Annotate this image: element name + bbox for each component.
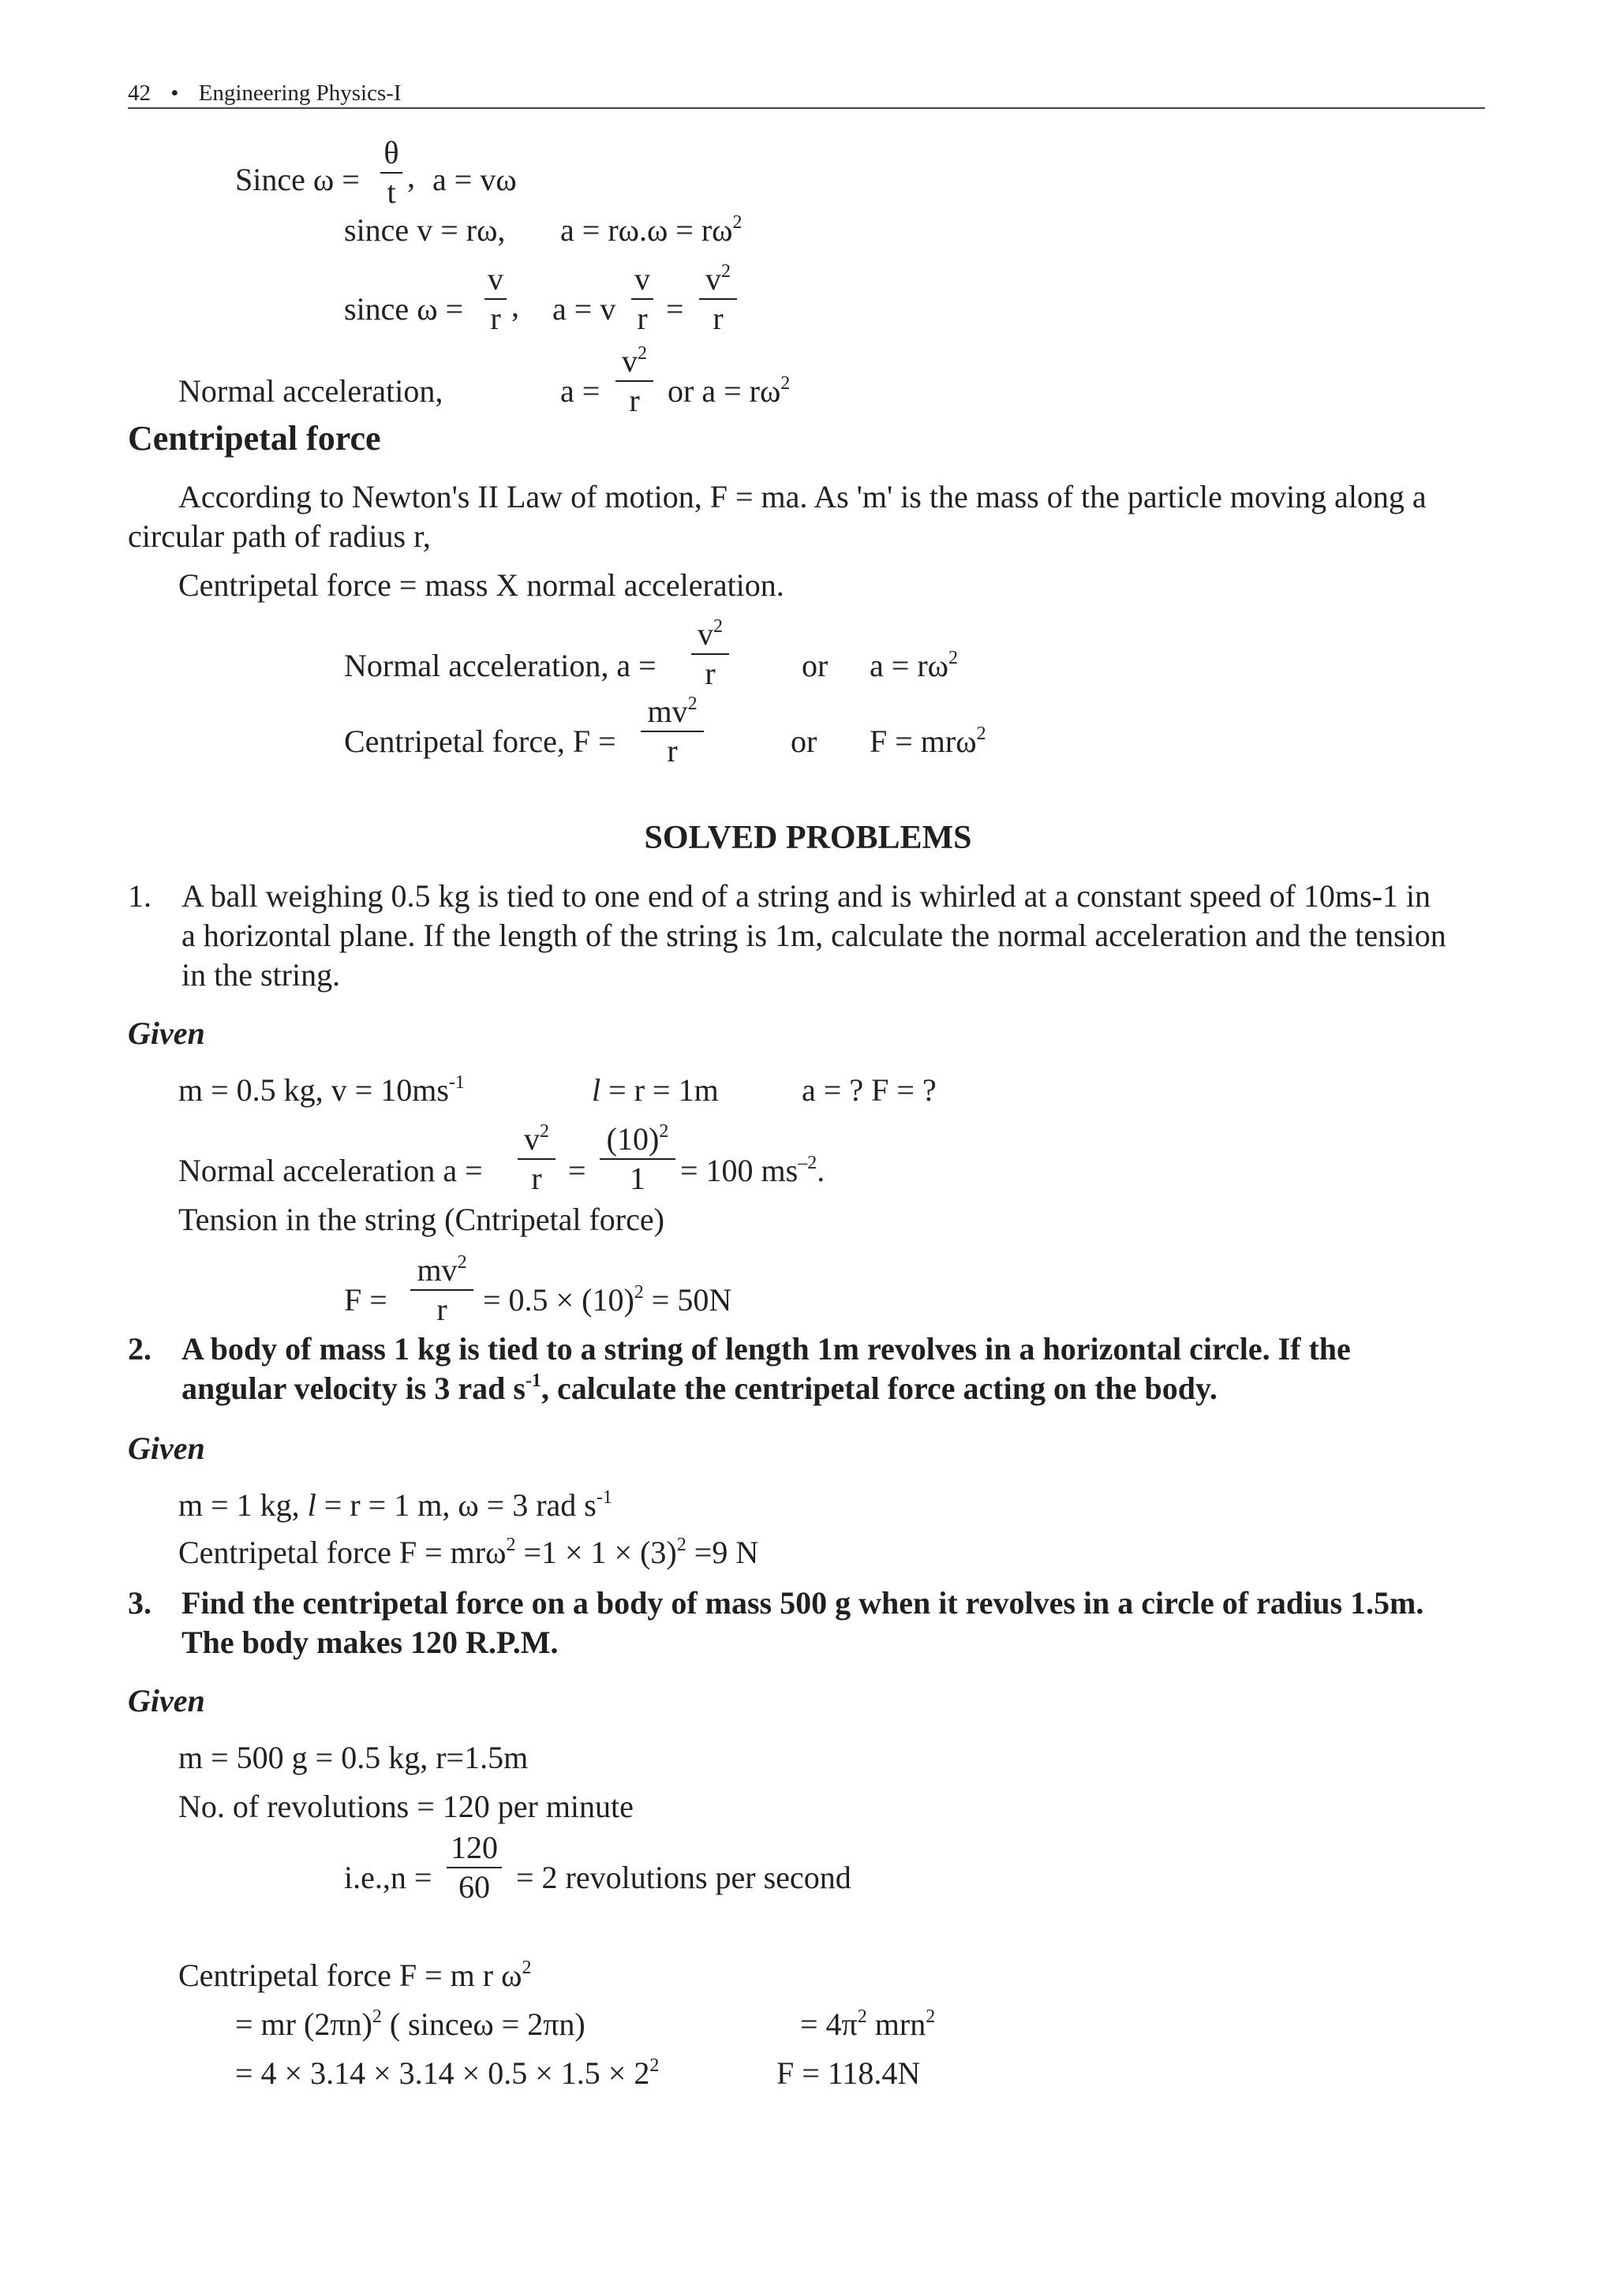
sup: 2 — [948, 648, 958, 668]
v: v — [524, 1121, 540, 1157]
solved-problems-heading: SOLVED PROBLEMS — [644, 820, 972, 856]
p2-given-b: = r = 1 m, ω = 3 rad s — [316, 1487, 597, 1523]
sup: 2 — [372, 2006, 382, 2027]
equals-sign: = — [666, 291, 684, 327]
sup: 2 — [540, 1121, 549, 1142]
v: v — [622, 343, 638, 379]
theta-over-t-fraction — [380, 136, 402, 210]
fraction-denominator: r — [713, 301, 724, 336]
problem-2-line2 — [181, 1370, 1218, 1408]
mv: mv — [417, 1252, 458, 1288]
p1-unknowns: a = ? F = ? — [802, 1072, 937, 1108]
problem-2-line1: A body of mass 1 kg is tied to a string of length 1m revolves in a horizontal circle. If the — [181, 1331, 1351, 1367]
italic-l: l — [307, 1487, 316, 1523]
fraction-numerator: 120 — [451, 1830, 498, 1865]
since-omega-text: Since ω = — [235, 162, 360, 197]
p3-centripetal-force — [178, 1957, 531, 1995]
v-over-r-fraction-2 — [631, 262, 653, 336]
a-r-omega-sq — [560, 211, 743, 249]
p3-l2a: = mr (2πn) — [235, 2006, 372, 2042]
problem-2-number: 2. — [128, 1331, 152, 1367]
a-r-omega-sq-2-text: a = rω — [870, 648, 948, 683]
fraction-denominator: r — [531, 1161, 542, 1196]
centripetal-force-formula-label: Centripetal force, F = — [344, 724, 616, 759]
a-r-omega-sq-2 — [870, 647, 958, 685]
sup: –2 — [798, 1153, 817, 1173]
p2-centripetal-force — [178, 1534, 758, 1572]
sup: 2 — [857, 2006, 867, 2027]
problem-1-line3: in the string. — [181, 957, 341, 993]
p2-cf-c: =9 N — [686, 1535, 759, 1570]
or-text: or — [802, 648, 829, 683]
v2-over-r-fraction — [699, 262, 737, 336]
sup: 2 — [638, 343, 647, 364]
sup: 2 — [676, 1535, 686, 1555]
p3-l2c: = 4π — [800, 2006, 858, 2042]
a-r-omega-sq-text: a = rω.ω = rω — [560, 212, 733, 248]
fraction-numerator: v — [634, 261, 650, 297]
p1-normal-acc-label: Normal acceleration a = — [178, 1153, 483, 1188]
p1-given-mass-speed-text: m = 0.5 kg, v = 10ms — [178, 1072, 449, 1108]
fraction-denominator: r — [705, 656, 716, 691]
sup: 2 — [721, 261, 731, 282]
normal-acc-formula-label: Normal acceleration, a = — [344, 648, 656, 683]
sup: 2 — [649, 2055, 660, 2076]
fraction-denominator: t — [387, 174, 396, 210]
ten-paren: (10) — [606, 1121, 660, 1157]
p2-cf-b: =1 × 1 × (3) — [515, 1535, 677, 1570]
sup: 2 — [522, 1958, 532, 1978]
v: v — [705, 261, 721, 297]
since-omega-v-r: since ω = — [344, 291, 464, 327]
centripetal-definition: Centripetal force = mass X normal acceleration. — [178, 567, 784, 603]
fraction-denominator: 60 — [458, 1869, 490, 1905]
problem-1-given: Given — [128, 1015, 205, 1051]
problem-3-line1: Find the centripetal force on a body of mass 500 g when it revolves in a circle of radius 1.5m. — [181, 1585, 1424, 1621]
problem-2-line2-b: , calculate the centripetal force acting on the body. — [541, 1370, 1218, 1406]
problem-3-line2: The body makes 120 R.P.M. — [181, 1625, 559, 1660]
sup: 2 — [732, 212, 743, 233]
p3-step-2 — [235, 2006, 585, 2044]
centripetal-force-heading: Centripetal force — [128, 419, 381, 458]
p1-10sq-over-1-fraction — [600, 1122, 675, 1196]
fraction-denominator: r — [667, 733, 678, 768]
problem-1-line2: a horizontal plane. If the length of the string is 1m, calculate the normal acceleration and the tension — [181, 918, 1446, 953]
a-equals: a = — [560, 373, 600, 409]
problem-3-given: Given — [128, 1683, 205, 1718]
problem-2-given: Given — [128, 1430, 205, 1466]
fraction-denominator: r — [637, 301, 648, 336]
p1-tension-label: Tension in the string (Cntripetal force) — [178, 1202, 664, 1237]
sup: 2 — [659, 1121, 669, 1142]
p3-l3a: = 4 × 3.14 × 3.14 × 0.5 × 1.5 × 2 — [235, 2055, 650, 2091]
p3-revolutions-per-second: = 2 revolutions per second — [516, 1860, 851, 1895]
p2-given-values — [178, 1486, 612, 1524]
p1-acc-result — [680, 1152, 825, 1190]
sup: 2 — [687, 694, 698, 714]
fraction-denominator: 1 — [630, 1161, 645, 1196]
mv2-over-r-fraction — [641, 694, 704, 768]
p1-F-calc — [483, 1281, 731, 1319]
fraction-denominator: r — [436, 1292, 447, 1327]
sup: 2 — [634, 1282, 644, 1303]
problem-3-number: 3. — [128, 1585, 152, 1621]
fraction-denominator: r — [490, 301, 501, 336]
p1-mv2-over-r-fraction — [410, 1253, 473, 1327]
newton-paragraph-line2: circular path of radius r, — [128, 518, 431, 554]
sup: -1 — [448, 1072, 465, 1093]
v: v — [698, 616, 713, 652]
v2-over-r-fraction-cf — [691, 617, 729, 691]
problem-2-line2-a: angular velocity is 3 rad s — [181, 1370, 526, 1406]
page-header — [128, 79, 402, 107]
sup: -1 — [596, 1487, 612, 1508]
F-mr-omega-sq — [870, 723, 986, 761]
p2-given-a: m = 1 kg, — [178, 1487, 308, 1523]
p1-v2-over-r-fraction — [518, 1122, 556, 1196]
v2-over-r-fraction-normal — [615, 344, 653, 418]
header-rule — [128, 107, 1485, 109]
p3-cf-text: Centripetal force F = m r ω — [178, 1958, 522, 1993]
or-a-r-omega-sq — [668, 372, 790, 410]
sup: 2 — [780, 373, 791, 394]
page-number: 42 — [128, 80, 151, 106]
newton-paragraph-line1: According to Newton's II Law of motion, F = ma. As 'm' is the mass of the particle moving along a — [178, 479, 1427, 514]
p1-F-result: = 50N — [643, 1282, 732, 1318]
sup: 2 — [926, 2006, 936, 2027]
p1-acc-result-text: = 100 ms — [680, 1153, 799, 1188]
p2-cf-a: Centripetal force F = mrω — [178, 1535, 507, 1570]
period: . — [817, 1153, 825, 1188]
or-text-2: or — [791, 724, 817, 759]
p3-l2b: ( sinceω = 2πn) — [381, 2006, 585, 2042]
mv: mv — [647, 694, 688, 729]
comma: , — [407, 159, 415, 194]
since-v-text: since v = rω, — [344, 212, 506, 248]
problem-1-number: 1. — [128, 878, 152, 914]
p3-l2d: mrn — [866, 2006, 926, 2042]
fraction-numerator: θ — [383, 135, 399, 170]
p1-F-equals: F = — [344, 1282, 387, 1318]
sup: 2 — [457, 1252, 467, 1273]
problem-1-line1: A ball weighing 0.5 kg is tied to one end of a string and is whirled at a constant speed of 10ms-1 in — [181, 878, 1431, 914]
italic-l: l — [592, 1072, 601, 1108]
equals-sign: = — [568, 1153, 586, 1188]
a-equals-v: a = v — [552, 291, 616, 327]
p1-F-calc-text: = 0.5 × (10) — [483, 1282, 634, 1318]
p1-given-length — [592, 1071, 719, 1109]
p3-ie-n: i.e.,n = — [344, 1860, 432, 1895]
fraction-denominator: r — [629, 383, 640, 418]
comma: , — [511, 288, 519, 323]
normal-acc-label: Normal acceleration, — [178, 373, 443, 409]
sup: 2 — [506, 1535, 516, 1555]
book-title: Engineering Physics-I — [198, 80, 402, 106]
a-equals-v-omega: a = vω — [432, 162, 517, 197]
F-mr-omega-sq-text: F = mrω — [870, 724, 977, 759]
p3-120-over-60-fraction — [447, 1830, 502, 1905]
or-a-r-omega-sq-text: or a = rω — [668, 373, 781, 409]
p3-step-3 — [235, 2055, 659, 2092]
v-over-r-fraction — [484, 262, 507, 336]
p3-given-mass-radius: m = 500 g = 0.5 kg, r=1.5m — [178, 1740, 529, 1775]
p1-given-length-text: = r = 1m — [600, 1072, 719, 1108]
sup: 2 — [976, 724, 986, 744]
sup: 2 — [713, 616, 723, 637]
sup: -1 — [525, 1370, 541, 1391]
p3-final-result: F = 118.4N — [776, 2055, 921, 2091]
fraction-numerator: v — [488, 261, 503, 297]
p3-revolutions: No. of revolutions = 120 per minute — [178, 1789, 634, 1824]
p3-step-2-right — [800, 2006, 935, 2044]
p1-given-mass-speed — [178, 1071, 465, 1109]
header-bullet: • — [170, 80, 179, 106]
